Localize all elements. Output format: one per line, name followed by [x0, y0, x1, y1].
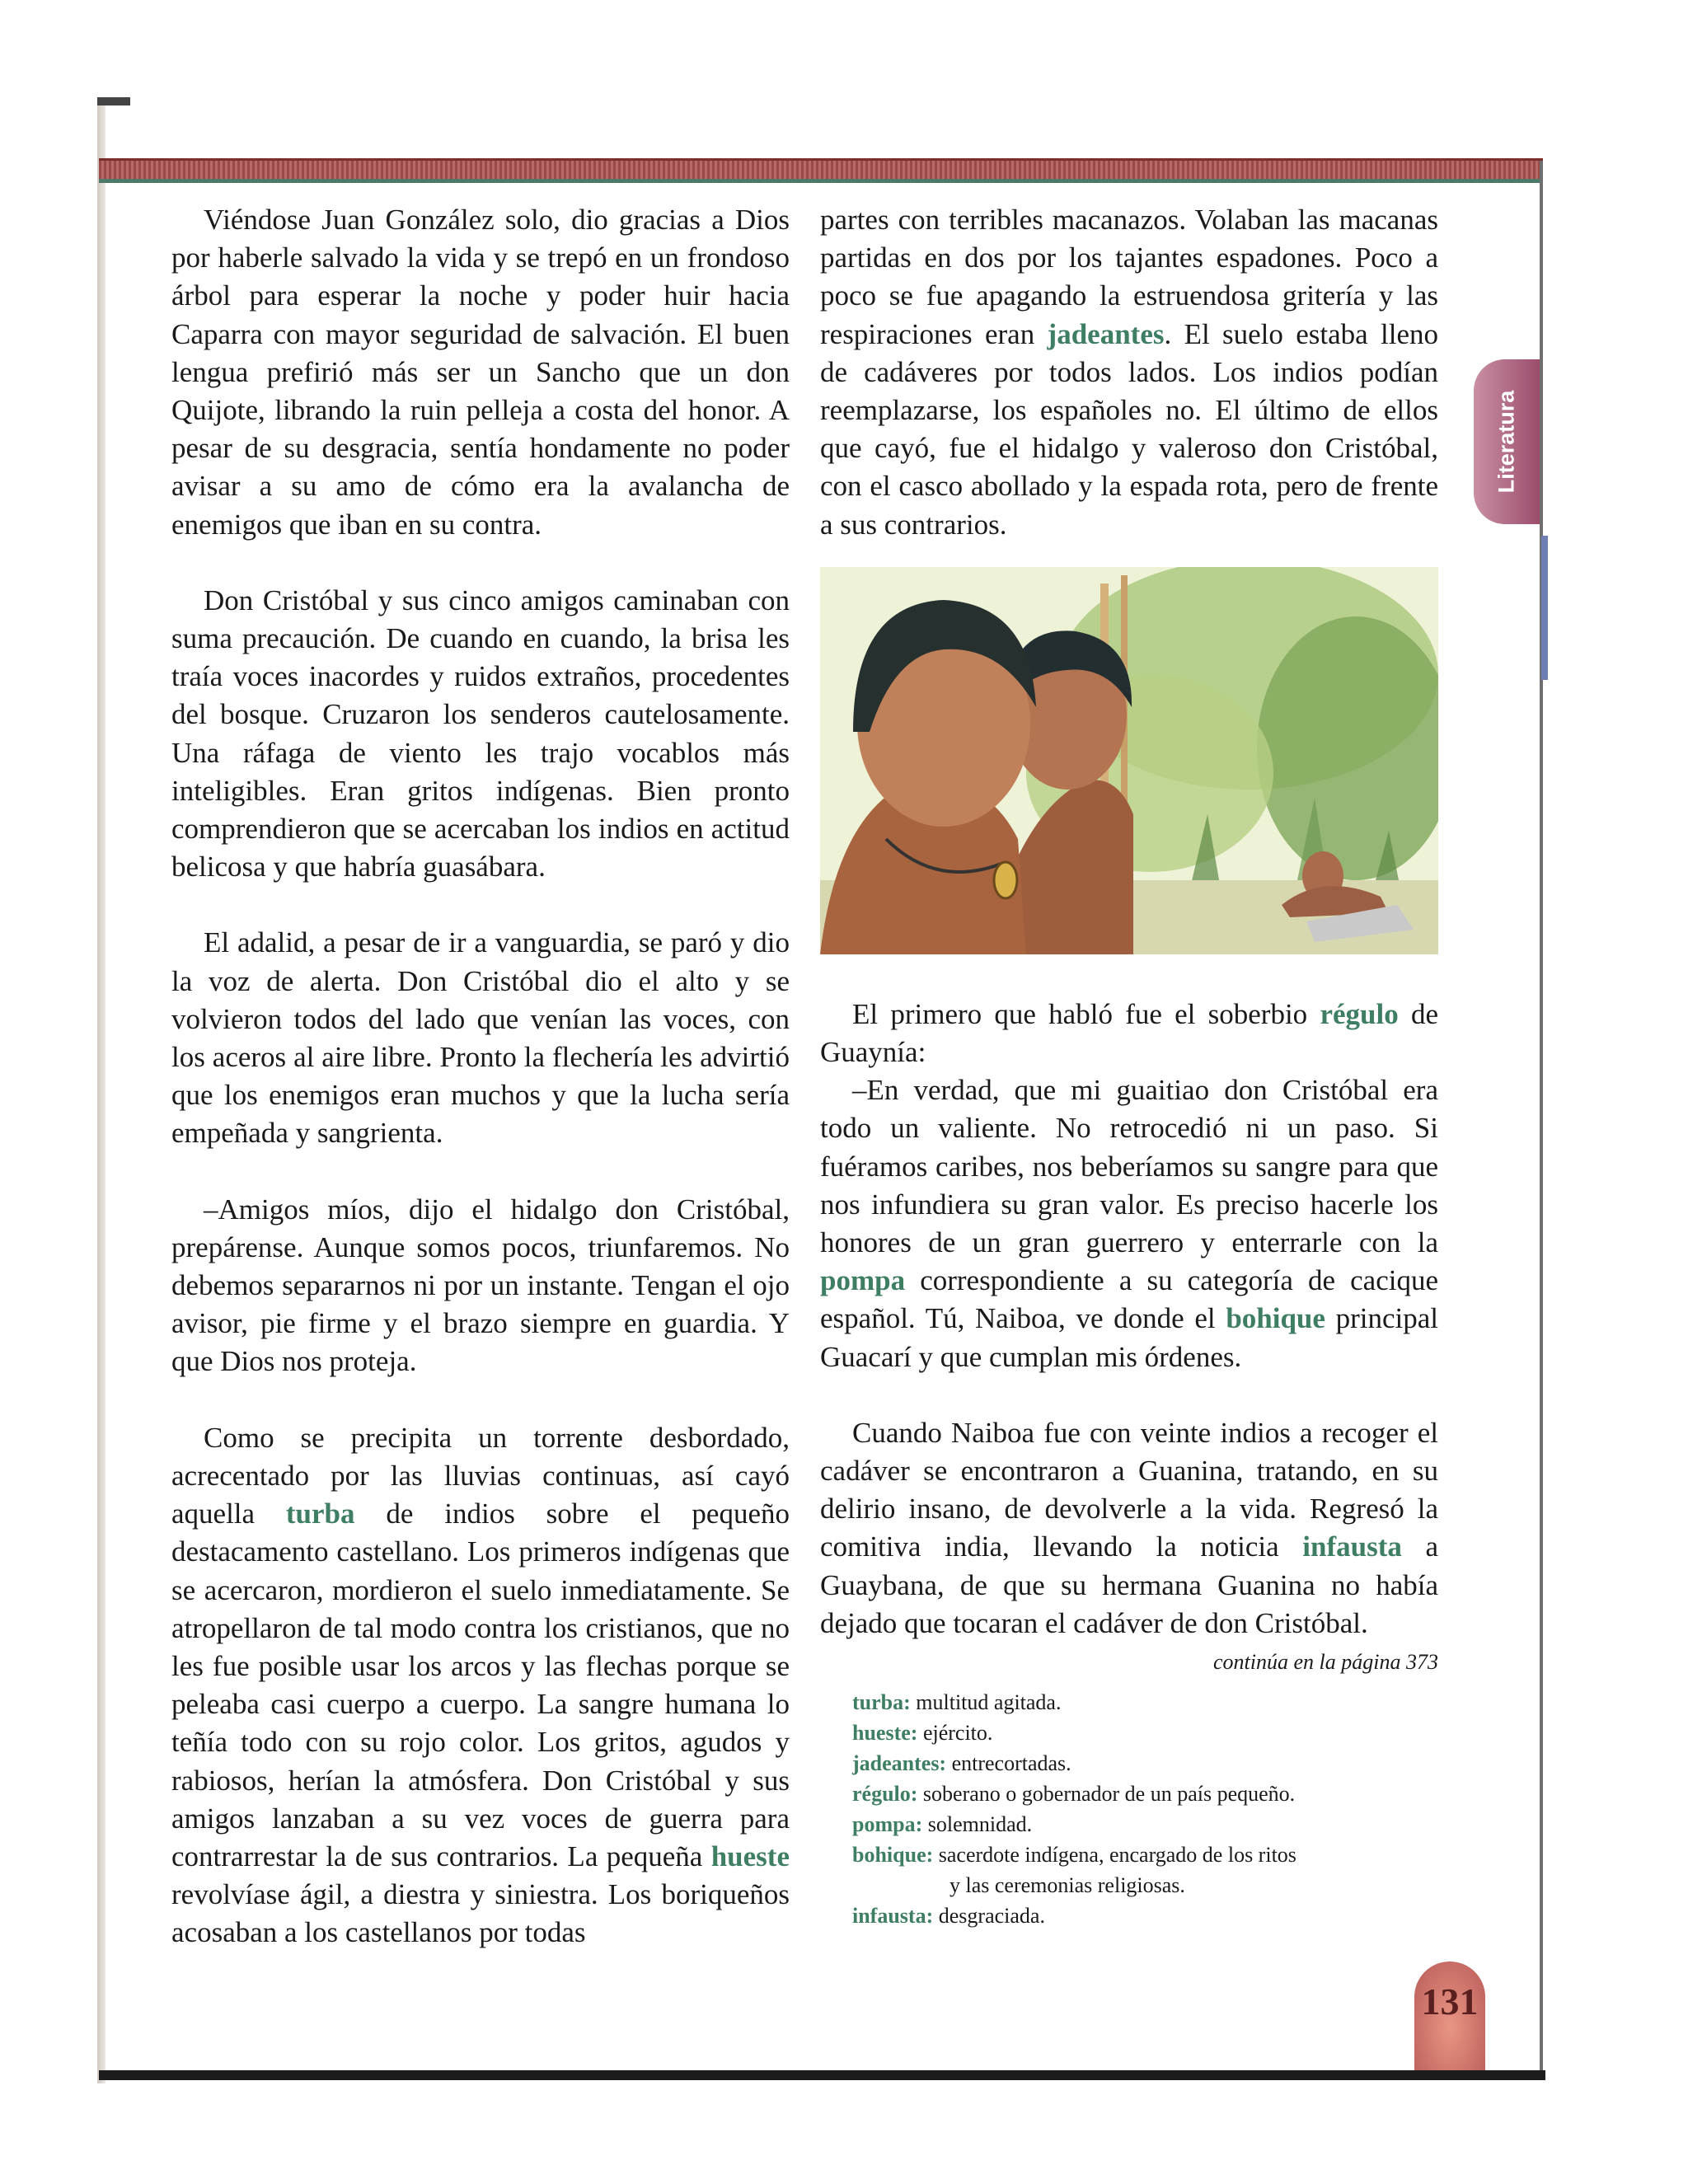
- paragraph-text: partes con terribles macanazos. Volaban las macanas partidas en dos por los tajantes espadones. Poco a poco se fue apagando la estruendosa gritería y las respiraciones eran: [820, 204, 1438, 350]
- glossary-entry-term: pompa:: [852, 1812, 923, 1837]
- paragraph-text: Cuando Naiboa fue con veinte indios a recoger el cadáver se encontraron a Guanina, tratando, en su delirio insano, de devolverle a la vida. Regresó la comitiva india, llevando la noticia: [820, 1416, 1438, 1563]
- paragraph: [171, 924, 790, 1152]
- paragraph-text: El primero que habló fue el soberbio: [852, 997, 1308, 1030]
- glossary-term: régulo: [1320, 997, 1399, 1030]
- glossary-entry-definition: ejército.: [922, 1721, 993, 1746]
- paragraph-text: –En verdad, que mi guaitiao don Cristóbal era todo un valiente. No retrocedió ni un paso. Si fuéramos caribes, nos beberíamos su sangre para que nos infundiera su gran valor. Es preciso hacerle los honores de un gran guerrero y enterrarle con la: [820, 1074, 1438, 1259]
- glossary-entry-term: turba:: [852, 1690, 911, 1715]
- paragraph: [171, 582, 790, 887]
- paragraph: [820, 996, 1438, 1071]
- glossary-entry-definition: desgraciada.: [938, 1904, 1045, 1929]
- glossary-entry: [820, 1779, 1438, 1809]
- paragraph: [171, 201, 790, 544]
- glossary-term: turba: [285, 1497, 355, 1530]
- paragraph-text: principal Guacarí y que cumplan mis órdenes.: [820, 1302, 1439, 1373]
- top-decorative-band: [99, 158, 1543, 183]
- illustration-indigenous-men-jungle: [820, 567, 1438, 954]
- paragraph-text: –Amigos míos, dijo el hidalgo don Cristóbal, prepárense. Aunque somos pocos, triunfaremos. No debemos separarnos ni por un instante. Tengan el ojo avisor, pie firme y el brazo siempre en guardia. Y que Dios nos proteja.: [171, 1193, 790, 1378]
- glossary: [820, 1687, 1438, 1931]
- page-number-badge: [1414, 1961, 1485, 2070]
- glossary-entry-term: régulo:: [852, 1782, 918, 1807]
- page-corner-mark: [97, 97, 130, 105]
- glossary-entry-definition: multitud agitada.: [916, 1690, 1062, 1715]
- continued-note: continúa en la página 373: [1213, 1650, 1438, 1675]
- glossary-term: bohique: [1226, 1302, 1325, 1335]
- glossary-entry: [820, 1840, 1438, 1870]
- left-column: [171, 201, 790, 1952]
- glossary-entry-term: bohique:: [852, 1843, 934, 1868]
- paragraph-text: de Guaynía:: [820, 997, 1438, 1069]
- glossary-entry-definition: entrecortadas.: [951, 1751, 1071, 1776]
- paragraph: [171, 1191, 790, 1381]
- paragraph-text: revolvíase ágil, a diestra y siniestra. Los boriqueños acosaban a los castellanos por todas: [171, 1878, 790, 1949]
- paragraph: [171, 1419, 790, 1952]
- glossary-entry: [820, 1718, 1438, 1748]
- glossary-entry: [820, 1748, 1438, 1779]
- right-column: [820, 201, 1438, 1931]
- glossary-entry: [820, 1687, 1438, 1718]
- paragraph-text: a Guaybana, de que su hermana Guanina no había dejado que tocaran el cadáver de don Cristóbal.: [820, 1530, 1439, 1639]
- paragraph-text: El adalid, a pesar de ir a vanguardia, se paró y dio la voz de alerta. Don Cristóbal dio el alto y se volvieron todos del lado que venían las voces, con los aceros al aire libre. Pronto la flechería les advirtió que los enemigos eran muchos y que la lucha sería empeñada y sangrienta.: [171, 926, 790, 1150]
- glossary-entry-term: infausta:: [852, 1904, 934, 1929]
- right-margin-rule: [1540, 161, 1543, 2077]
- paragraph: [820, 1071, 1438, 1376]
- side-accent-bar: [1541, 536, 1548, 680]
- glossary-entry-definition: sacerdote indígena, encargado de los ritos: [938, 1843, 1296, 1868]
- illustration: [820, 567, 1438, 954]
- section-tab-label: Literatura: [1493, 390, 1519, 494]
- paragraph-text: Don Cristóbal y sus cinco amigos caminaban con suma precaución. De cuando en cuando, la brisa les traía voces inacordes y ruidos extraños, procedentes del bosque. Cruzaron los senderos cautelosamente. Una ráfaga de viento les trajo vocablos más inteligibles. Eran gritos indígenas. Bien pronto comprendieron que se acercaban los indios en actitud belicosa y que habría guasábara.: [171, 583, 790, 883]
- glossary-entry: [820, 1900, 1438, 1931]
- glossary-term: infausta: [1302, 1530, 1402, 1563]
- paragraph-text: Como se precipita un torrente desbordado, acrecentado por las lluvias continuas, así cayó aquella: [171, 1421, 790, 1530]
- paragraph: [820, 1414, 1438, 1643]
- glossary-term: jadeantes: [1047, 317, 1165, 350]
- bottom-rule: [99, 2070, 1545, 2080]
- page-number: 131: [1421, 1980, 1479, 2022]
- paragraph-text: correspondiente a su categoría de cacique español. Tú, Naiboa, ve donde el: [820, 1264, 1438, 1335]
- page-edge: [97, 97, 106, 2083]
- glossary-entry-term: hueste:: [852, 1721, 918, 1746]
- glossary-entry-continuation: y las ceremonias religiosas.: [950, 1873, 1185, 1898]
- paragraph-text: . El suelo estaba lleno de cadáveres por todos lados. Los indios podían reemplazarse, los españoles no. El último de ellos que cayó, fue el hidalgo y valeroso don Cristóbal, con el casco abollado y la espada rota, pero de frente a sus contrarios.: [820, 317, 1438, 541]
- glossary-term: hueste: [710, 1840, 790, 1872]
- paragraph-text: Viéndose Juan González solo, dio gracias a Dios por haberle salvado la vida y se trepó en un frondoso árbol para esperar la noche y poder huir hacia Caparra con mayor seguridad de salvación. El buen lengua prefirió más ser un Sancho que un don Quijote, librando la ruin pelleja a costa del honor. A pesar de su desgracia, sentía hondamente no poder avisar a su amo de cómo era la avalancha de enemigos que iban en su contra.: [171, 204, 790, 541]
- glossary-entry-definition: soberano o gobernador de un país pequeño.: [922, 1782, 1296, 1807]
- paragraph-text: de indios sobre el pequeño destacamento castellano. Los primeros indígenas que se acercaron, mordieron el suelo inmediatamente. Se atropellaron de tal modo contra los cristianos, que no les fue posible usar los arcos y las flechas porque se peleaba casi cuerpo a cuerpo. La sangre humana lo teñía todo con su rojo color. Los gritos, agudos y rabiosos, herían la atmósfera. Don Cristóbal y sus amigos lanzaban a su vez voces de guerra para contrarrestar la de sus contrarios. La pequeña: [171, 1497, 790, 1872]
- glossary-entry-definition: solemnidad.: [927, 1812, 1033, 1837]
- glossary-entry-term: jadeantes:: [852, 1751, 947, 1776]
- glossary-term: pompa: [820, 1264, 906, 1297]
- glossary-entry: [820, 1809, 1438, 1840]
- section-tab: [1474, 359, 1540, 524]
- paragraph: [820, 201, 1438, 544]
